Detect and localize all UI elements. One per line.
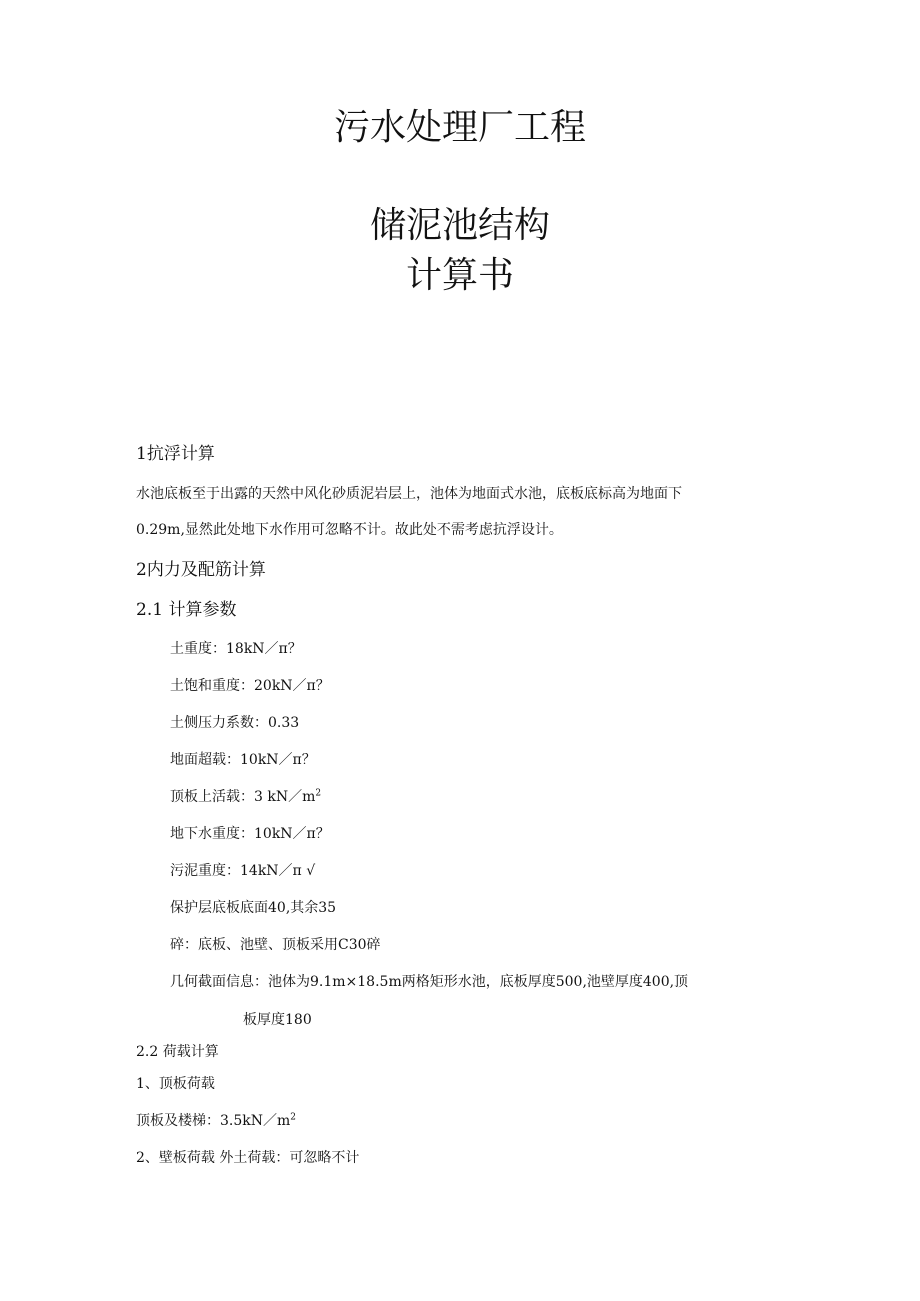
param-concrete-cover: 保护层底板底面40,其余35 (170, 900, 337, 916)
document-title-line-1: 储泥池结构 (369, 205, 550, 246)
section-2-2-heading: 2.2 荷载计算 (136, 1044, 219, 1060)
document-title-line-2: 计算书 (405, 255, 514, 296)
param-sludge-weight: 污泥重度：14kN／π √ (170, 863, 316, 879)
param-roof-live-load: 顶板上活载：3 $kN/m^2$ (170, 788, 322, 805)
section-2-1-heading: 2.1 计算参数 (136, 600, 237, 620)
section-1-paragraph-line-1: 水池底板至于出露的天然中风化砂质泥岩层上，池体为地面式水池，底板底标高为地面下 (136, 486, 682, 502)
section-1-heading: 1抗浮计算 (136, 444, 215, 464)
load-item-2: 2、壁板荷载 外土荷载：可忽略不计 (136, 1150, 360, 1166)
section-2-heading: 2内力及配筋计算 (136, 560, 266, 580)
param-concrete-grade: 碎：底板、池壁、顶板采用C30碎 (170, 937, 381, 953)
param-saturated-soil-weight: 土饱和重度：20kN／π？ (170, 678, 330, 694)
project-title: 污水处理厂工程 (333, 107, 586, 148)
section-1-paragraph-line-2: 0.29m,显然此处地下水作用可忽略不计。故此处不需考虑抗浮设计。 (136, 522, 563, 538)
param-surface-surcharge: 地面超载：10kN／π？ (170, 752, 316, 768)
load-item-1-detail: 顶板及楼梯：$3.5kN/m^2$ (136, 1112, 297, 1129)
param-geometry-line-2: 板厚度180 (243, 1012, 312, 1028)
param-geometry-line-1: 几何截面信息：池体为9.1m×18.5m两格矩形水池，底板厚度500,池壁厚度400,顶 (170, 974, 689, 990)
load-item-1-heading: 1、顶板荷载 (136, 1076, 215, 1092)
param-groundwater-weight: 地下水重度：10kN／π？ (170, 826, 330, 842)
param-lateral-pressure-coefficient: 土侧压力系数：0.33 (170, 715, 300, 731)
param-soil-weight: 土重度：18kN／π？ (170, 641, 302, 657)
